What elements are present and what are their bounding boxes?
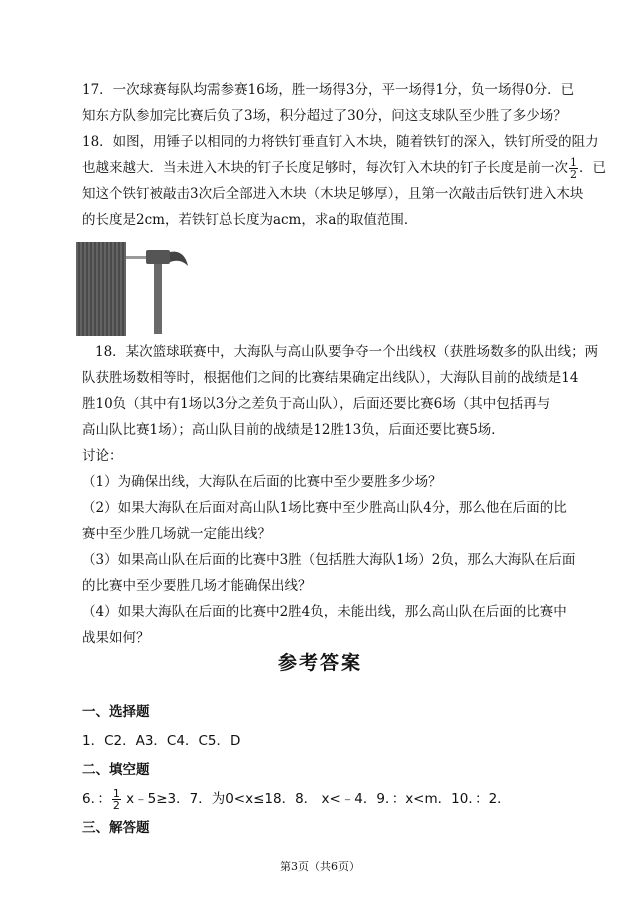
fraction-numerator: 1: [570, 156, 577, 169]
question-17: [82, 77, 575, 129]
q17-line-1: 17．一次球赛每队均需参赛16场，胜一场得3分，平一场得1分，负一场得0分．已: [82, 82, 575, 98]
q18a-line-2: [82, 155, 606, 181]
hammer-handle: [154, 264, 162, 334]
question-18-nail: [82, 129, 606, 233]
q18b-sub-1: （1）为确保出线，大海队在后面的比赛中至少要胜多少场？: [82, 474, 442, 490]
q18b-line-2: 队获胜场数相等时，根据他们之间的比赛结果确定出线队），大海队目前的战绩是14: [82, 370, 579, 386]
fill-fraction-numerator: 1: [112, 786, 120, 800]
q18a-line-2-end: ．已: [579, 160, 606, 176]
answers-title: 参考答案: [277, 652, 362, 674]
section-fill-answers: [82, 785, 568, 814]
section-fill-heading: 二、填空题: [82, 762, 150, 778]
q18b-line-3: 胜10负（其中有1场以3分之差负于高山队），后面还要比赛6场（其中包括再与: [82, 396, 551, 412]
section-choice-answers: 1．C2．A3．C4．C5．D: [82, 733, 241, 749]
q18b-sub-2a: （2）如果大海队在后面对高山队1场比赛中至少胜高山队4分，那么他在后面的比: [82, 500, 567, 516]
q18b-sub-2b: 赛中至少胜几场就一定能出线？: [82, 526, 271, 542]
q18b-sub-3b: 的比赛中至少要胜几场才能确保出线？: [82, 578, 312, 594]
page-footer: 第3页（共6页）: [280, 860, 360, 873]
q18a-line-1: 18．如图，用锤子以相同的力将铁钉垂直钉入木块，随着铁钉的深入，铁钉所受的阻力: [82, 134, 599, 150]
q18b-sub-4a: （4）如果大海队在后面的比赛中2胜4负，未能出线，那么高山队在后面的比赛中: [82, 604, 567, 620]
q18a-line-4: 的长度是2cm，若铁钉总长度为acm，求a的取值范围．: [82, 212, 418, 228]
fill-rest: x﹣5≥3．7．为0<x≤18．8． x<﹣4．9．：x<m．10．：2．: [121, 791, 511, 807]
answers-section: [82, 698, 568, 843]
fill-fraction-denominator: 2: [112, 798, 120, 812]
q18b-sub-3a: （3）如果高山队在后面的比赛中3胜（包括胜大海队1场）2负，那么大海队在后面: [82, 552, 576, 568]
q18b-line-1: 18．某次篮球联赛中，大海队与高山队要争夺一个出线权（获胜场数多的队出线；两: [95, 344, 599, 360]
wood-block: [76, 242, 126, 336]
q18b-discuss: 讨论：: [82, 448, 123, 464]
fill-fraction: [112, 788, 121, 811]
q18a-line-2-text: 也越来越大．当未进入木块的钉子长度足够时，每次钉入木块的钉子长度是前一次: [82, 160, 568, 176]
question-18-basketball: [82, 339, 599, 651]
half-fraction: [569, 157, 578, 180]
q17-line-2: 知东方队参加完比赛后负了3场，积分超过了30分，问这支球队至少胜了多少场？: [82, 108, 567, 124]
q18a-line-3: 知这个铁钉被敲击3次后全部进入木块（木块足够厚），且第一次敲击后铁钉进入木块: [82, 186, 584, 202]
hammer-nail-figure: [74, 240, 206, 336]
fill-prefix: 6．：: [82, 791, 111, 807]
q18b-line-4: 高山队比赛1场）；高山队目前的战绩是12胜13负，后面还要比赛5场．: [82, 422, 505, 438]
nail: [126, 256, 148, 259]
section-choice-heading: 一、选择题: [82, 704, 150, 720]
section-solution-heading: 三、解答题: [82, 820, 150, 836]
hammer-head: [146, 250, 170, 264]
hammer-claw: [170, 252, 188, 266]
q18b-sub-4b: 战果如何？: [82, 630, 150, 646]
fraction-denominator: 2: [570, 168, 577, 181]
